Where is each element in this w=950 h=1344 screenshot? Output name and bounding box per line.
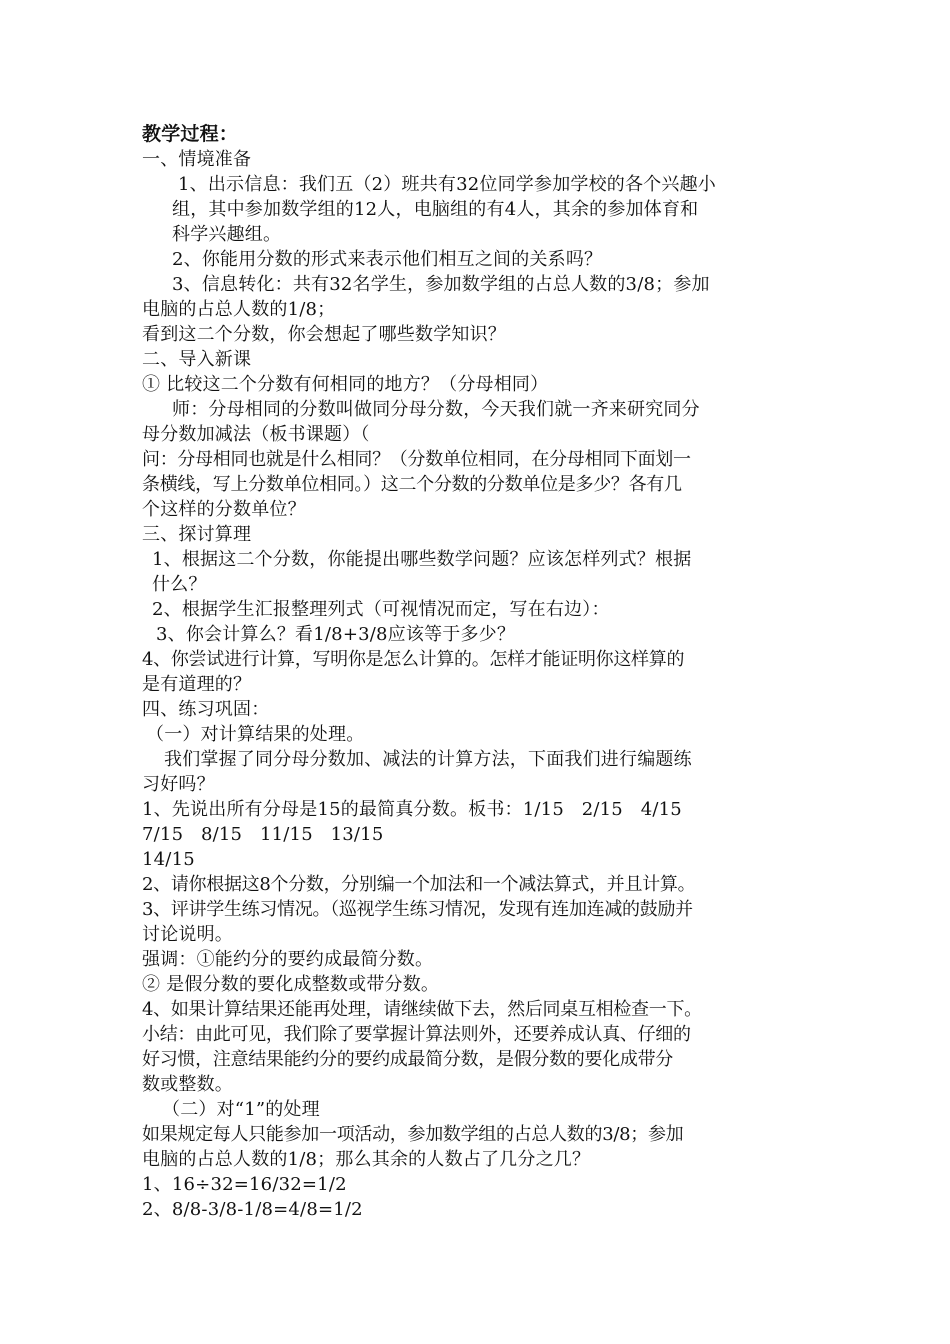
paragraph-line: 电脑的占总人数的1/8；那么其余的人数占了几分之几？ <box>142 1149 591 1170</box>
paragraph-line: 什么？ <box>152 574 207 595</box>
paragraph-line: 2、请你根据这8个分数，分别编一个加法和一个减法算式，并且计算。 <box>142 874 696 895</box>
paragraph-line: ① 比较这二个分数有何相同的地方？（分母相同） <box>142 374 549 395</box>
paragraph-line: 1、16÷32=16/32=1/2 <box>142 1174 347 1195</box>
paragraph-line: 4、你尝试进行计算，写明你是怎么计算的。怎样才能证明你这样算的 <box>142 649 685 670</box>
subsection-heading: （二）对“1”的处理 <box>162 1099 320 1120</box>
paragraph-line: 3、评讲学生练习情况。（巡视学生练习情况，发现有连加连减的鼓励并 <box>142 899 693 920</box>
paragraph-line: 1、出示信息：我们五（2）班共有32位同学参加学校的各个兴趣小 <box>178 174 717 195</box>
paragraph-line: 数或整数。 <box>142 1074 233 1095</box>
paragraph-line: 是有道理的？ <box>142 674 252 695</box>
paragraph-line: ② 是假分数的要化成整数或带分数。 <box>142 974 440 995</box>
paragraph-line: 看到这二个分数，你会想起了哪些数学知识？ <box>142 324 506 345</box>
paragraph-line: 小结：由此可见，我们除了要掌握计算法则外，还要养成认真、仔细的 <box>142 1024 691 1045</box>
section-heading-1: 一、情境准备 <box>142 149 252 170</box>
paragraph-line: 好习惯，注意结果能约分的要约成最简分数，是假分数的要化成带分 <box>142 1049 673 1070</box>
paragraph-line: 14/15 <box>142 849 195 870</box>
paragraph-line: 2、根据学生汇报整理列式（可视情况而定，写在右边）： <box>152 599 610 620</box>
section-heading-teaching-process: 教学过程： <box>142 123 239 145</box>
paragraph-line: 条横线，写上分数单位相同。）这二个分数的分数单位是多少？各有几 <box>142 474 682 495</box>
paragraph-line: 强调：①能约分的要约成最简分数。 <box>142 949 434 970</box>
paragraph-line: 3、信息转化：共有32名学生，参加数学组的占总人数的3/8；参加 <box>172 274 710 295</box>
paragraph-line: 组，其中参加数学组的12人，电脑组的有4人，其余的参加体育和 <box>172 199 699 220</box>
document-page <box>142 122 818 1222</box>
paragraph-line: 习好吗？ <box>142 774 215 795</box>
paragraph-line: 讨论说明。 <box>142 924 233 945</box>
paragraph-line: 师：分母相同的分数叫做同分母分数，今天我们就一齐来研究同分 <box>172 399 700 420</box>
paragraph-line: 7/15 8/15 11/15 13/15 <box>142 824 384 845</box>
subsection-heading: （一）对计算结果的处理。 <box>146 724 365 745</box>
section-heading-3: 三、探讨算理 <box>142 524 252 545</box>
paragraph-line: 2、你能用分数的形式来表示他们相互之间的关系吗？ <box>172 249 603 270</box>
paragraph-line: 如果规定每人只能参加一项活动，参加数学组的占总人数的3/8；参加 <box>142 1124 684 1145</box>
paragraph-line: 科学兴趣组。 <box>172 224 282 245</box>
paragraph-line: 电脑的占总人数的1/8； <box>142 299 336 320</box>
paragraph-line: 个这样的分数单位？ <box>142 499 306 520</box>
paragraph-line: 4、如果计算结果还能再处理，请继续做下去，然后同桌互相检查一下。 <box>142 999 702 1020</box>
paragraph-line: 3、你会计算么？看1/8+3/8应该等于多少？ <box>156 624 516 645</box>
paragraph-line: 1、根据这二个分数，你能提出哪些数学问题？应该怎样列式？根据 <box>152 549 692 570</box>
paragraph-line: 2、8/8-3/8-1/8=4/8=1/2 <box>142 1199 363 1220</box>
section-heading-2: 二、导入新课 <box>142 349 252 370</box>
paragraph-line: 母分数加减法（板书课题）（ <box>142 424 370 445</box>
paragraph-line: 我们掌握了同分母分数加、减法的计算方法，下面我们进行编题练 <box>164 749 692 770</box>
paragraph-line: 1、先说出所有分母是15的最简真分数。板书：1/15 2/15 4/15 <box>142 799 682 820</box>
paragraph-line: 问：分母相同也就是什么相同？（分数单位相同，在分母相同下面划一 <box>142 449 691 470</box>
section-heading-4: 四、练习巩固： <box>142 699 270 720</box>
